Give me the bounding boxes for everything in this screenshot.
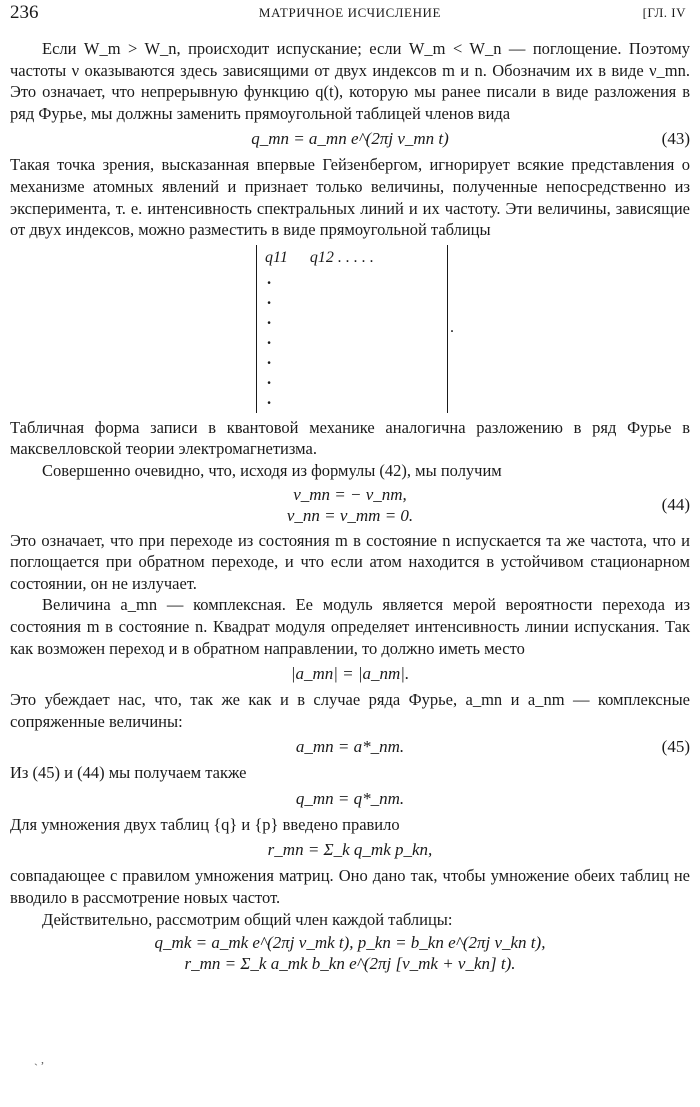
product-rule-equation (10, 835, 690, 865)
matrix-first-row: q11 q12 . . . . . (265, 248, 374, 266)
book-page (10, 0, 690, 1107)
paragraph-6: Величина a_mn — комплексная. Ее модуль является мерой вероятности перехода из состояния m в состояние n. Квадрат модуля определяет интенсивность линии испускания. Так как возможен переход и в обратном направлении, то должно иметь место (10, 595, 690, 658)
modulus-equation (10, 659, 690, 689)
general-term-line-1: q_mk = a_mk e^(2πj ν_mk t), p_kn = b_kn e^(2πj ν_kn t), (154, 933, 546, 953)
paragraph-1: Если W_m > W_n, происходит испускание; если W_m < W_n — поглощение. Поэтому частоты ν оказываются здесь зависящими от двух индексов m и n. Обозначим их в виде ν_mn. Это означает, что непрерывную функцию q(t), которую мы ранее писали в виде разложения в ряд Фурье, мы должны заменить прямоугольной таблицей членов вида (10, 39, 690, 123)
matrix-period: . (450, 318, 454, 336)
equation-43 (10, 124, 690, 154)
paragraph-9: Для умножения двух таблиц {q} и {p} введено правило (10, 814, 400, 834)
equation-44 (10, 482, 690, 530)
page-header (10, 2, 690, 28)
matrix-table (10, 245, 690, 413)
equation-45 (10, 732, 690, 762)
equation-44-number: (44) (661, 494, 690, 514)
matrix-brackets (256, 245, 448, 413)
page-body (10, 38, 690, 978)
chapter-label: [ГЛ. IV (642, 5, 686, 20)
general-term-line-2: r_mn = Σ_k a_mk b_kn e^(2πj [ν_mk + ν_kn] t). (184, 954, 516, 974)
paragraph-7: Это убеждает нас, что, так же как и в случае ряда Фурье, a_mn и a_nm — комплексные сопряженные величины: (10, 690, 690, 731)
equation-45-number: (45) (661, 737, 690, 757)
matrix-element-q11: q11 (265, 248, 288, 266)
paragraph-5: Это означает, что при переходе из состояния m в состояние n испускается та же частота, что и поглощается при обратном переходе, и что если атом находится в устойчивом стационарном состоянии, он не излучает. (10, 530, 690, 593)
matrix-element-q12: q12 (309, 248, 334, 266)
conjugate-equation (10, 784, 690, 814)
equation-43-formula: q_mn = a_mn e^(2πj ν_mn t) (251, 129, 449, 149)
margin-mark: ˏ , (34, 1052, 44, 1066)
equation-44-line-1: ν_mn = − ν_nm, (293, 484, 407, 504)
running-title: МАТРИЧНОЕ ИСЧИСЛЕНИЕ (258, 5, 442, 20)
paragraph-4: Совершенно очевидно, что, исходя из формулы (42), мы получим (42, 460, 502, 480)
page-number: 236 (10, 2, 39, 23)
equation-44-line-2: ν_nn = ν_mm = 0. (286, 505, 414, 525)
paragraph-8: Из (45) и (44) мы получаем также (10, 763, 247, 783)
equation-43-number: (43) (661, 129, 690, 149)
paragraph-3: Табличная форма записи в квантовой механике аналогична разложению в ряд Фурье в максвелловской теории электромагнетизма. (10, 417, 690, 459)
paragraph-2: Такая точка зрения, высказанная впервые Гейзенбергом, игнорирует всякие представления о механизме атомных явлений и признает только величины, полученные непосредственно из эксперимента, т. е. интенсивность спектральных линий и их частоту. Эти величины, зависящие от двух индексов, можно разместить в виде прямоугольной таблицы (10, 155, 690, 240)
conjugate-formula: q_mn = q*_nm. (295, 788, 405, 808)
product-rule-formula: r_mn = Σ_k q_mk p_kn, (267, 840, 433, 860)
matrix-column-dots: . . . . . . . (267, 268, 272, 408)
paragraph-11: Действительно, рассмотрим общий член каждой таблицы: (42, 909, 453, 929)
equation-45-formula: a_mn = a*_nm. (295, 737, 405, 757)
modulus-formula: |a_mn| = |a_nm|. (290, 664, 410, 684)
general-terms-equation (10, 930, 690, 978)
paragraph-10: совпадающее с правилом умножения матриц. Оно дано так, чтобы умножение обеих таблиц не вводило в рассмотрение новых частот. (10, 866, 690, 908)
